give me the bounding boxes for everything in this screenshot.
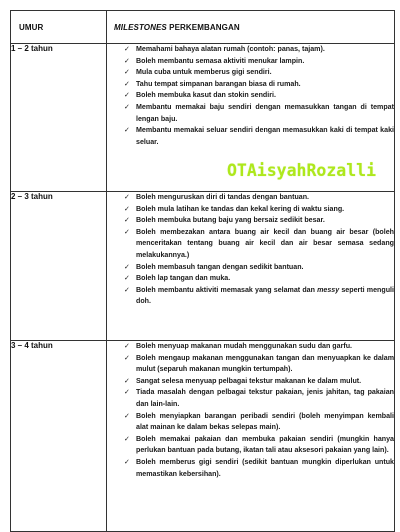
milestones-cell xyxy=(107,192,395,341)
milestone-item xyxy=(107,67,394,79)
milestone-text: Boleh membezakan antara buang air kecil dan buang air besar (boleh menceritakan tentang buang air kecil dan air besar semasa sedang melakukannya.) xyxy=(136,227,394,259)
milestone-item xyxy=(107,79,394,91)
milestone-text: Mula cuba untuk memberus gigi sendiri. xyxy=(136,68,272,77)
checkmark-icon: ✓ xyxy=(124,263,130,271)
checkmark-icon: ✓ xyxy=(124,389,130,397)
checkmark-icon: ✓ xyxy=(124,354,130,362)
milestone-item xyxy=(107,434,394,457)
milestone-item xyxy=(107,90,394,102)
milestone-item xyxy=(107,273,394,285)
milestone-text: Membantu memakai seluar sendiri dengan memasukkan kaki di tempat kaki seluar. xyxy=(136,126,394,146)
age-label: 1 – 2 tahun xyxy=(11,44,53,53)
milestone-text: Boleh membuka kasut dan stokin sendiri. xyxy=(136,91,276,100)
checkmark-icon: ✓ xyxy=(124,127,130,135)
checkmark-icon: ✓ xyxy=(124,194,130,201)
milestone-item xyxy=(107,387,394,410)
age-cell xyxy=(11,341,107,532)
checkmark-icon: ✓ xyxy=(124,57,130,65)
age-cell xyxy=(11,192,107,341)
checkmark-icon: ✓ xyxy=(124,458,130,466)
age-cell xyxy=(11,44,107,192)
milestone-text: Boleh memberus gigi sendiri (sedikit bantuan mungkin diperlukan untuk memastikan kebersihan). xyxy=(136,457,394,478)
checkmark-icon: ✓ xyxy=(124,377,130,385)
milestones-header-italic: MILESTONES xyxy=(114,22,167,32)
milestone-text: Tiada masalah dengan pelbagai tekstur pakaian, jenis jahitan, tag pakaian dan lain-lain. xyxy=(136,388,394,408)
milestone-text: Membantu memakai baju sendiri dengan memasukkan tangan di tempat lengan baju. xyxy=(136,102,394,123)
milestone-text: Boleh menyiapkan barangan peribadi sendiri (boleh menyimpan kembali alat mainan ke dalam bekas selepas main). xyxy=(136,411,394,432)
milestone-text: Boleh membantu aktiviti memasak yang selamat dan messy seperti menguli doh. xyxy=(136,285,394,306)
checkmark-icon: ✓ xyxy=(124,412,130,420)
milestone-text: Memahami bahaya alatan rumah (contoh: panas, tajam). xyxy=(136,45,325,53)
checkmark-icon: ✓ xyxy=(124,228,130,236)
milestone-item xyxy=(107,192,394,204)
table-row xyxy=(11,341,395,532)
milestone-item xyxy=(107,227,394,262)
milestone-text: Tahu tempat simpanan barangan biasa di rumah. xyxy=(136,79,301,88)
milestones-table xyxy=(10,10,395,532)
table-row xyxy=(11,192,395,341)
age-label: 2 – 3 tahun xyxy=(11,192,53,201)
milestones-cell xyxy=(107,341,395,532)
checkmark-icon: ✓ xyxy=(124,286,130,294)
table-header-row xyxy=(11,11,395,44)
milestone-item xyxy=(107,457,394,480)
checkmark-icon: ✓ xyxy=(124,46,130,53)
milestone-text: Boleh mengaup makanan menggunakan tangan dan menyuapkan ke dalam mulut (separuh makanan mungkin tertumpah). xyxy=(136,353,394,374)
milestone-item xyxy=(107,204,394,216)
milestone-text: Boleh menyuap makanan mudah menggunakan sudu dan garfu. xyxy=(136,342,352,350)
milestone-text: Boleh membuka butang baju yang bersaiz sedikit besar. xyxy=(136,216,325,225)
age-column-header xyxy=(11,11,107,44)
checkmark-icon: ✓ xyxy=(124,80,130,88)
milestone-text: Boleh lap tangan dan muka. xyxy=(136,274,231,283)
milestone-item xyxy=(107,262,394,274)
milestone-item xyxy=(107,285,394,308)
milestone-item xyxy=(107,44,394,56)
watermark-text: OTAisyahRozalli xyxy=(227,161,377,180)
milestone-item xyxy=(107,125,394,148)
milestone-text: Boleh membasuh tangan dengan sedikit bantuan. xyxy=(136,262,304,271)
milestone-list xyxy=(107,341,394,480)
milestone-item xyxy=(107,411,394,434)
milestone-text: Boleh mula latihan ke tandas dan kekal kering di waktu siang. xyxy=(136,204,345,213)
checkmark-icon: ✓ xyxy=(124,92,130,100)
checkmark-icon: ✓ xyxy=(124,217,130,225)
milestone-item xyxy=(107,215,394,227)
checkmark-icon: ✓ xyxy=(124,275,130,283)
milestone-item xyxy=(107,353,394,376)
milestone-item xyxy=(107,102,394,125)
milestone-list xyxy=(107,192,394,308)
checkmark-icon: ✓ xyxy=(124,343,130,350)
age-header-label: UMUR xyxy=(19,22,44,32)
age-label: 3 – 4 tahun xyxy=(11,341,53,350)
milestone-item xyxy=(107,56,394,68)
milestone-text: Sangat selesa menyuap pelbagai tekstur makanan ke dalam mulut. xyxy=(136,376,362,385)
milestone-text: Boleh menguruskan diri di tandas dengan bantuan. xyxy=(136,193,310,201)
milestone-text: Boleh memakai pakaian dan membuka pakaian sendiri (mungkin hanya perlukan bantuan pada butang, ikatan tali atau aksesori pakaian yang lain). xyxy=(136,434,394,455)
milestone-list xyxy=(107,44,394,148)
milestone-text: Boleh membantu semasa aktiviti menukar lampin. xyxy=(136,56,305,65)
checkmark-icon: ✓ xyxy=(124,69,130,77)
milestone-item xyxy=(107,341,394,353)
checkmark-icon: ✓ xyxy=(124,205,130,213)
milestone-item xyxy=(107,376,394,388)
checkmark-icon: ✓ xyxy=(124,435,130,443)
milestones-column-header xyxy=(107,11,395,44)
milestones-header-rest: PERKEMBANGAN xyxy=(166,22,240,32)
checkmark-icon: ✓ xyxy=(124,103,130,111)
